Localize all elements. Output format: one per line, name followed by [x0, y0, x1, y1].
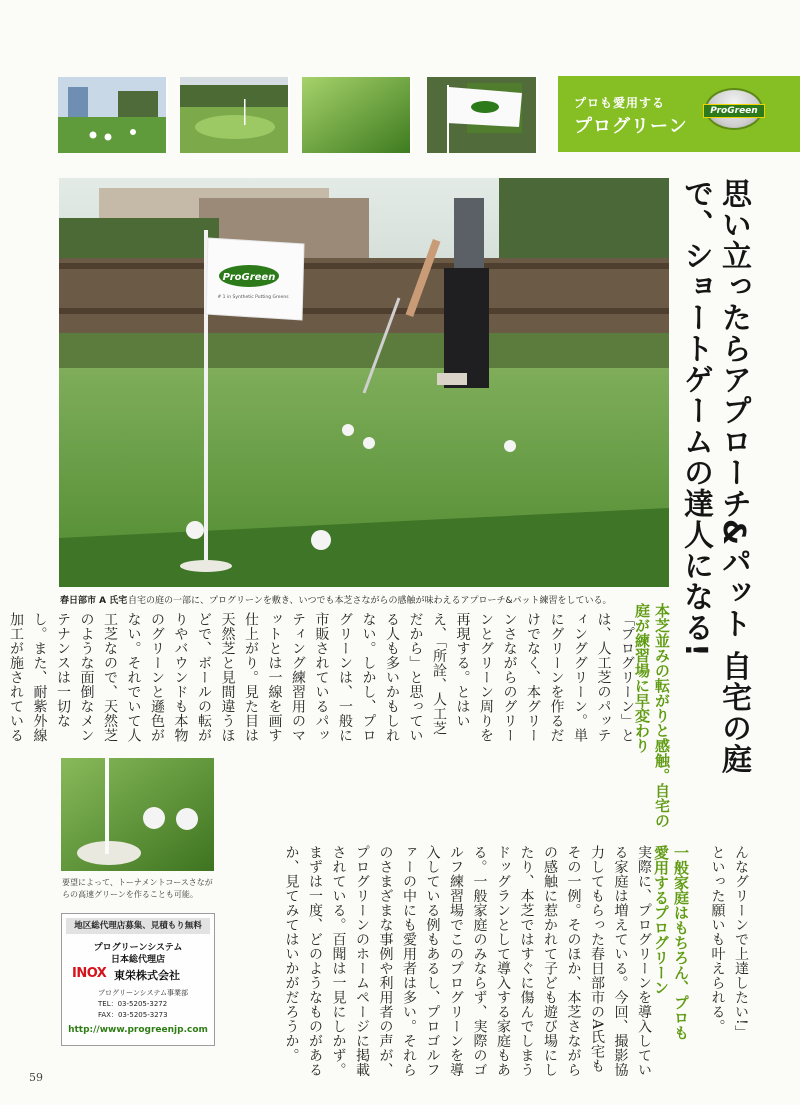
body-text-block-1: 「プログリーン」とは、人工芝のパッティンググリーン。単にグリーンを作るだけでなく、本グリーンさながらのグリーンとグリーン周りを再現する。とはいえ、「所詮、人工芝だから」と思っている人も多いかもしれない。しかし、プログリーンは、一般に市販されているパッティング練習用のマットとは一線を画す仕上がり。見た目は天然芝と見間違うほどで、ボールの転がりやバウンドも本物のグリーンと遜色がない。それでいて人工芝なので、天然芝のような面倒なメンテナンスは一切なし。また、耐紫外線加工が施されている	[8, 612, 635, 743]
photo-caption-location: 春日部市 A 氏宅	[60, 596, 128, 606]
ad-company-name: 東栄株式会社	[114, 969, 180, 982]
photo-caption-text: 自宅の庭の一部に、プログリーンを敷き、いつでも本芝さながらの感触が味わえるアプローチ&パット練習をしている。	[128, 596, 612, 606]
ad-department: プログリーンシステム事業部	[98, 989, 188, 997]
banner-title: プログリーン	[574, 116, 688, 137]
ad-agency-line: 日本総代理店	[110, 955, 165, 965]
thumbnail-photo-1	[58, 77, 168, 153]
subhead-2: 一般家庭はもちろん、プロも愛用するプログリーン	[652, 845, 690, 1040]
ad-product-line: プログリーンシステム	[93, 943, 183, 953]
ad-tel: TEL：03-5205-3272	[98, 1000, 168, 1008]
body-text-block-3: 実際に、プログリーンを導入している家庭は増えている。今回、撮影協力してもらった春日部市のA氏宅もその一例。そのほか、本芝さながらの感触に惹かれて子ども遊び場にしたり、本芝ではすぐに傷んでしまうドッグランとして導入する家庭もある。一般家庭のみならず、実際のゴルフ練習場でこのプログリーンを導入している例もあるし、プロゴルファーの中にも愛用者は多い。それらのさまざまな事例や利用者の声が、プログリーンのホームページに掲載されている。百聞は一見にしかず。まずは一度、どのようなものがあるか、見てみてはいかがだろうか。	[283, 845, 652, 1077]
progreen-logo-text: ProGreen	[703, 104, 765, 118]
small-photo-caption: 要望によって、トーナメントコースさながらの高速グリーンを作ることも可能。	[62, 878, 213, 899]
page-number: 59	[29, 1071, 43, 1084]
ad-header: 地区総代理店募集、見積もり無料	[66, 918, 210, 934]
ad-website-link[interactable]: http://www.progreenjp.com	[68, 1025, 208, 1035]
headline: 思い立ったらアプローチ&パット 自宅の庭で、ショートゲームの達人になる!	[678, 178, 751, 775]
ad-fax: FAX：03-5205-3273	[98, 1011, 168, 1019]
thumbnail-photo-4	[427, 77, 538, 153]
inox-logo: INOX	[72, 966, 107, 981]
subhead-1: 本芝並みの転がりと感触。自宅の庭が練習場に早変わり	[633, 603, 671, 828]
flag-logo-text: ProGreen	[222, 272, 276, 283]
banner-subtitle: プロも愛用する	[574, 96, 666, 110]
flag-slogan-text: # 1 in Synthetic Putting Greens	[217, 295, 289, 300]
main-photo	[59, 178, 669, 587]
small-photo	[61, 758, 214, 871]
thumbnail-photo-2	[180, 77, 290, 153]
body-text-block-2: んなグリーンで上達したい!」といった願いも叶えられる。	[709, 845, 749, 1040]
thumbnail-photo-3	[302, 77, 412, 153]
